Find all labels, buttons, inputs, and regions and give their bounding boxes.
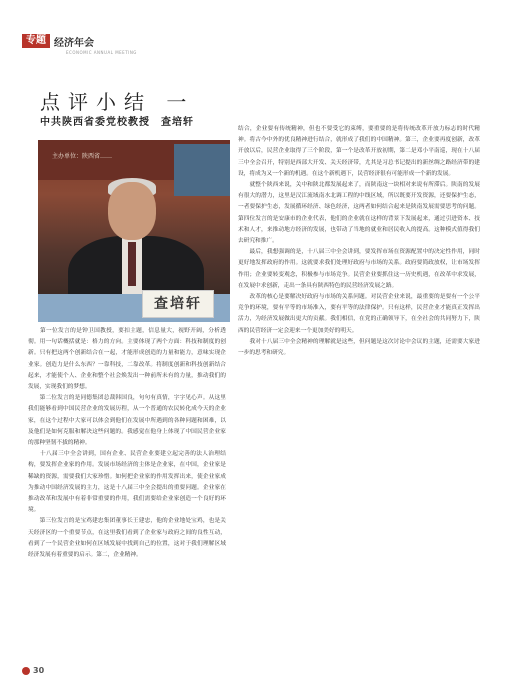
article-body-left-column: 第一位发言的是钟卫国教授，要扣主题，信息量大，视野开阔，分析透彻。用一句话概括就是：格力的方向。主要体现了两个方面：科技和制度的创新。只有把这两个创新结合在一起，才能形成创造的力量和能力，意味实现企业家。创造力是什么东西？一靠科技，二靠改革。将制度创新和科技创新结合起来，才能使个人、企业和整个社会焕发出一种前所未有的力量，推动我们的发展，实现我们的梦想。 第二位发言的是同德集团总裁韩国良，句句有真情，字字见心声。从这里我们能够看到中国民营企业的发展历程，从一个普通的农民转化成今天的企业家，在这个过程中大家可以体会到他们在发展中所遇到的各种问题和困难，以及他们是如何克服和解决这些问题的。我感觉在他身上体现了中国民营企业家的那种坚韧不拔的精神。 十八届三中全会讲到，国有企业、民营企业要建立起完善的法人治理结构，要发挥企业家的作用。发展市场经济的主体是企业家，在中国，企业家是稀缺的资源，需要我们大家珍惜。如何把企业家的作用发挥出来，使企业家成为推动中国经济发展的主力，这是十八届三中全会提出的重要问题。企业家在推动改革和发展中有着非常重要的作用，我们需要给企业家创造一个良好的环境。 第三位发言的是宝鸡建忠集团董事长王建忠，他的企业地处宝鸡，也是关天经济区的一个重要节点，在这里我们看到了企业家与政府之间的良性互动，看到了一个民营企业如何在区域发展中找到自己的位置，这对于我们理解区域经济发展有着重要的启示。第二，企业精神。 (28, 328, 226, 559)
section-subtitle: ECONOMIC ANNUAL MEETING (66, 50, 137, 55)
speaker-nameplate: 查培轩 (142, 290, 214, 318)
speaker-photo (38, 140, 230, 322)
page-footer (22, 666, 44, 675)
page-number: 30 (33, 666, 45, 675)
page-header (22, 34, 94, 48)
article-body-right-column: 结合，企业要有传统精神，但也不要受它的束缚，要重要的是将传统改革开放力标志的时代精神。将古今中外的优良精神进行结合，就形成了我们的中国精神。第三，企业要再度创新，改革开放以后，民营企业取得了三个阶段，第一个是改革开放初期，第二是邓小平南巡，现在十八届三中全会召开，特别是西部大开发、关天经济带，尤其是习总书记提出的新丝绸之路经济带的建设，将成为又一个新的机遇。在这个新机遇下，民营经济很有可能形成一个新的发展。 就整个陕西来说，关中和陕北都发展起来了，而陕南这一块相对来说有所滞后。陕南的发展有很大的潜力，这里是汉江流域南水北调工程的中线区域，所以既要开发资源，还要保护生态，一者要保护生态，发展循环经济、绿色经济，这两者如何结合起来是陕南发展需要思考的问题。第四位发言的是安康市的企业代表，他们的企业就在这样的背景下发展起来，通过引进资本、技术和人才，来推动地方经济的发展，也带动了当地的就业和居民收入的提高。这种模式值得我们去研究和推广。 最后，我想强调的是，十八届三中全会讲到，要发挥市场在资源配置中的决定性作用，同时更好地发挥政府的作用。这就要求我们处理好政府与市场的关系。政府要简政放权，让市场发挥作用；企业要转变观念，积极参与市场竞争。民营企业要抓住这一历史机遇，在改革中求发展，在发展中求创新，走出一条具有陕西特色的民营经济发展之路。 改革的核心是要解决好政府与市场的关系问题。对民营企业来说，最重要的是要有一个公平竞争的环境，要有平等的市场准入，要有平等的法律保护。只有这样，民营企业才能真正发挥出活力，为经济发展做出更大的贡献。我们相信，在党的正确领导下，在全社会的共同努力下，陕西的民营经济一定会迎来一个更加美好的明天。 我对十八届三中全会精神的理解就是这些，但问题是这次讨论中会议的主题，还需要大家进一步的思考和研究。 (238, 126, 480, 357)
article-title: 点评小结 一 (40, 90, 195, 114)
photo-screen (174, 144, 230, 196)
photo-face (108, 182, 156, 240)
photo-banner-text: 主办单位：陕西省…… (52, 153, 113, 160)
photo-tie (128, 242, 136, 286)
topic-tag: 专题 (22, 34, 50, 48)
page-marker-icon (22, 667, 30, 675)
article-byline: 中共陕西省委党校教授 查培轩 (40, 117, 194, 128)
section-name: 经济年会 (54, 37, 94, 49)
